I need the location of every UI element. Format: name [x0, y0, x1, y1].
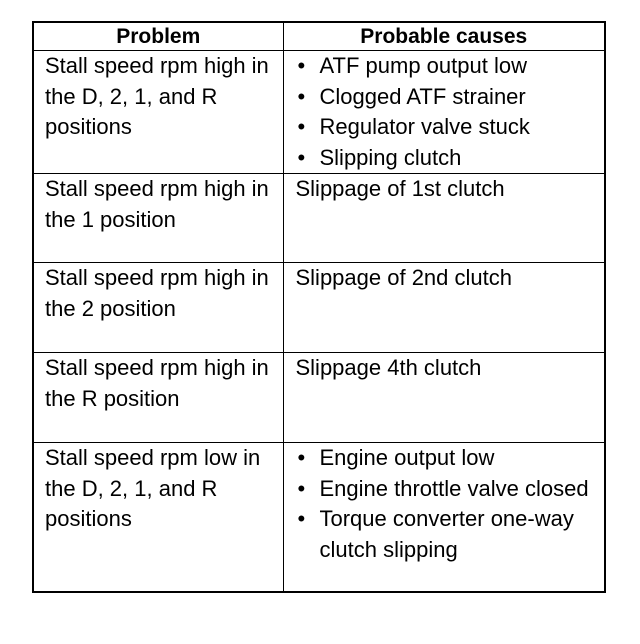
cause-cell: Slippage of 2nd clutch: [283, 263, 605, 353]
cause-cell: Slippage of 1st clutch: [283, 174, 605, 263]
header-probable-causes: Probable causes: [283, 22, 605, 51]
causes-list: [296, 51, 599, 173]
bullet-icon: •: [297, 506, 306, 531]
cause-item: [296, 443, 599, 474]
table-row: [33, 443, 605, 593]
table-row: [33, 174, 605, 263]
cause-text: Regulator valve stuck: [319, 114, 530, 139]
stall-test-table: [32, 21, 606, 593]
causes-cell: [283, 443, 605, 593]
problem-cell: Stall speed rpm high in the D, 2, 1, and R positions: [33, 51, 283, 174]
bullet-icon: •: [297, 144, 306, 170]
problem-cell: Stall speed rpm high in the R position: [33, 353, 283, 443]
stall-test-table-container: [32, 21, 604, 593]
causes-cell: [283, 51, 605, 174]
causes-list: [296, 443, 599, 565]
bullet-icon: •: [297, 445, 306, 470]
cause-item: [296, 82, 599, 113]
cause-item: [296, 51, 599, 82]
cause-text: Engine throttle valve closed: [319, 475, 589, 501]
table-row: [33, 263, 605, 353]
table-header-row: [33, 22, 605, 51]
cause-text: Slipping clutch: [319, 144, 462, 170]
cause-text: ATF pump output low: [319, 53, 527, 78]
cause-text: Engine output low: [319, 445, 495, 470]
cause-cell: Slippage 4th clutch: [283, 353, 605, 443]
bullet-icon: •: [297, 114, 306, 139]
table-row: [33, 51, 605, 174]
problem-cell: Stall speed rpm high in the 2 position: [33, 263, 283, 353]
cause-text: Torque converter one-way clutch slipping: [319, 506, 574, 562]
table-row: [33, 353, 605, 443]
cause-text: Clogged ATF strainer: [319, 83, 526, 109]
bullet-icon: •: [297, 475, 306, 501]
problem-cell: Stall speed rpm high in the 1 position: [33, 174, 283, 263]
header-problem: Problem: [33, 22, 283, 51]
bullet-icon: •: [297, 53, 306, 78]
cause-item: [296, 474, 599, 505]
bullet-icon: •: [297, 83, 306, 109]
cause-item: [296, 504, 599, 565]
cause-item: [296, 112, 599, 143]
cause-item: [296, 143, 599, 174]
problem-cell: Stall speed rpm low in the D, 2, 1, and R positions: [33, 443, 283, 593]
